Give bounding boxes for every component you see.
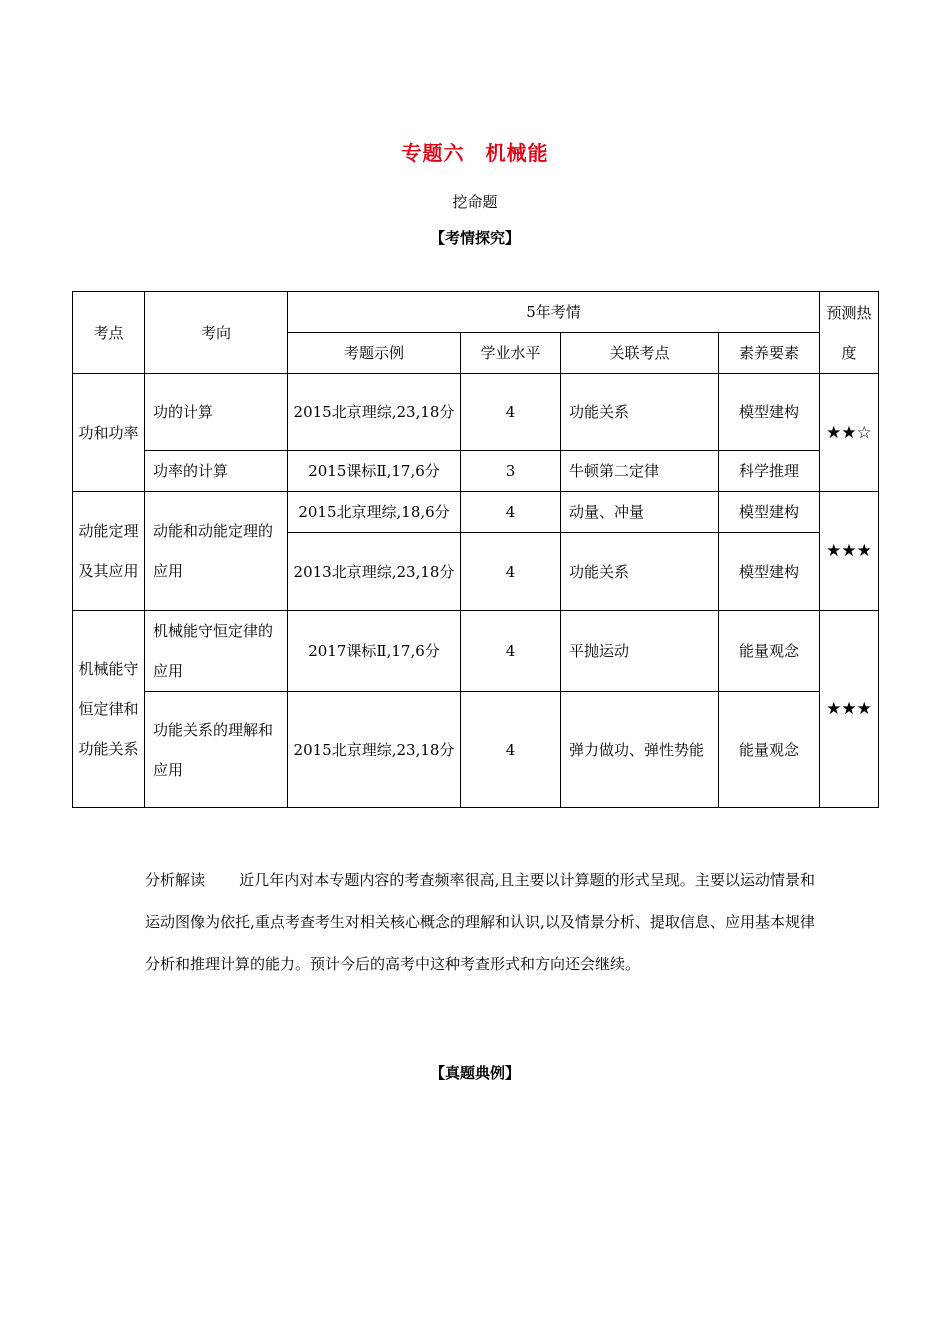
related-cell: 动量、冲量 [561, 492, 719, 533]
header-level: 学业水平 [461, 333, 561, 374]
header-literacy: 素养要素 [719, 333, 820, 374]
kaoxiang-cell: 功率的计算 [145, 451, 288, 492]
level-cell: 4 [461, 533, 561, 611]
literacy-cell: 模型建构 [719, 492, 820, 533]
example-cell: 2015北京理综,23,18分 [288, 374, 461, 451]
literacy-cell: 模型建构 [719, 374, 820, 451]
level-cell: 4 [461, 492, 561, 533]
kaoxiang-cell: 动能和动能定理的应用 [145, 492, 288, 611]
heat-stars: ★★★ [820, 611, 879, 808]
header-yuce: 预测热度 [820, 292, 879, 374]
example-cell: 2013北京理综,23,18分 [288, 533, 461, 611]
level-cell: 4 [461, 692, 561, 808]
kaodian-cell: 功和功率 [73, 374, 145, 492]
example-cell: 2015北京理综,23,18分 [288, 692, 461, 808]
page-title: 专题六 机械能 [401, 141, 549, 165]
example-cell: 2015课标Ⅱ,17,6分 [288, 451, 461, 492]
level-cell: 3 [461, 451, 561, 492]
literacy-cell: 能量观念 [719, 692, 820, 808]
section-heading-exam-analysis: 【考情探究】 [429, 229, 520, 247]
exam-analysis-table [72, 291, 879, 808]
level-cell: 4 [461, 374, 561, 451]
level-cell: 4 [461, 611, 561, 692]
heat-stars: ★★★ [820, 492, 879, 611]
kaoxiang-cell: 功能关系的理解和应用 [145, 692, 288, 808]
literacy-cell: 科学推理 [719, 451, 820, 492]
literacy-cell: 能量观念 [719, 611, 820, 692]
analysis-paragraph [145, 859, 815, 985]
kaoxiang-cell: 机械能守恒定律的应用 [145, 611, 288, 692]
section-heading-typical-examples: 【真题典例】 [429, 1064, 520, 1082]
analysis-label: 分析解读 [145, 871, 206, 889]
header-related: 关联考点 [561, 333, 719, 374]
example-cell: 2015北京理综,18,6分 [288, 492, 461, 533]
related-cell: 牛顿第二定律 [561, 451, 719, 492]
related-cell: 弹力做功、弹性势能 [561, 692, 719, 808]
header-kaoxiang: 考向 [145, 292, 288, 374]
related-cell: 功能关系 [561, 374, 719, 451]
header-5year: 5年考情 [288, 292, 820, 333]
header-kaodian: 考点 [73, 292, 145, 374]
literacy-cell: 模型建构 [719, 533, 820, 611]
related-cell: 平抛运动 [561, 611, 719, 692]
header-example: 考题示例 [288, 333, 461, 374]
subtitle: 挖命题 [452, 193, 498, 211]
heat-stars: ★★☆ [820, 374, 879, 492]
kaodian-cell: 机械能守恒定律和功能关系 [73, 611, 145, 808]
example-cell: 2017课标Ⅱ,17,6分 [288, 611, 461, 692]
analysis-text: 近几年内对本专题内容的考查频率很高,且主要以计算题的形式呈现。主要以运动情景和运动图像为依托,重点考查考生对相关核心概念的理解和认识,以及情景分析、提取信息、应用基本规律分析和推理计算的能力。预计今后的高考中这种考查形式和方向还会继续。 [145, 871, 815, 973]
kaoxiang-cell: 功的计算 [145, 374, 288, 451]
related-cell: 功能关系 [561, 533, 719, 611]
kaodian-cell: 动能定理及其应用 [73, 492, 145, 611]
